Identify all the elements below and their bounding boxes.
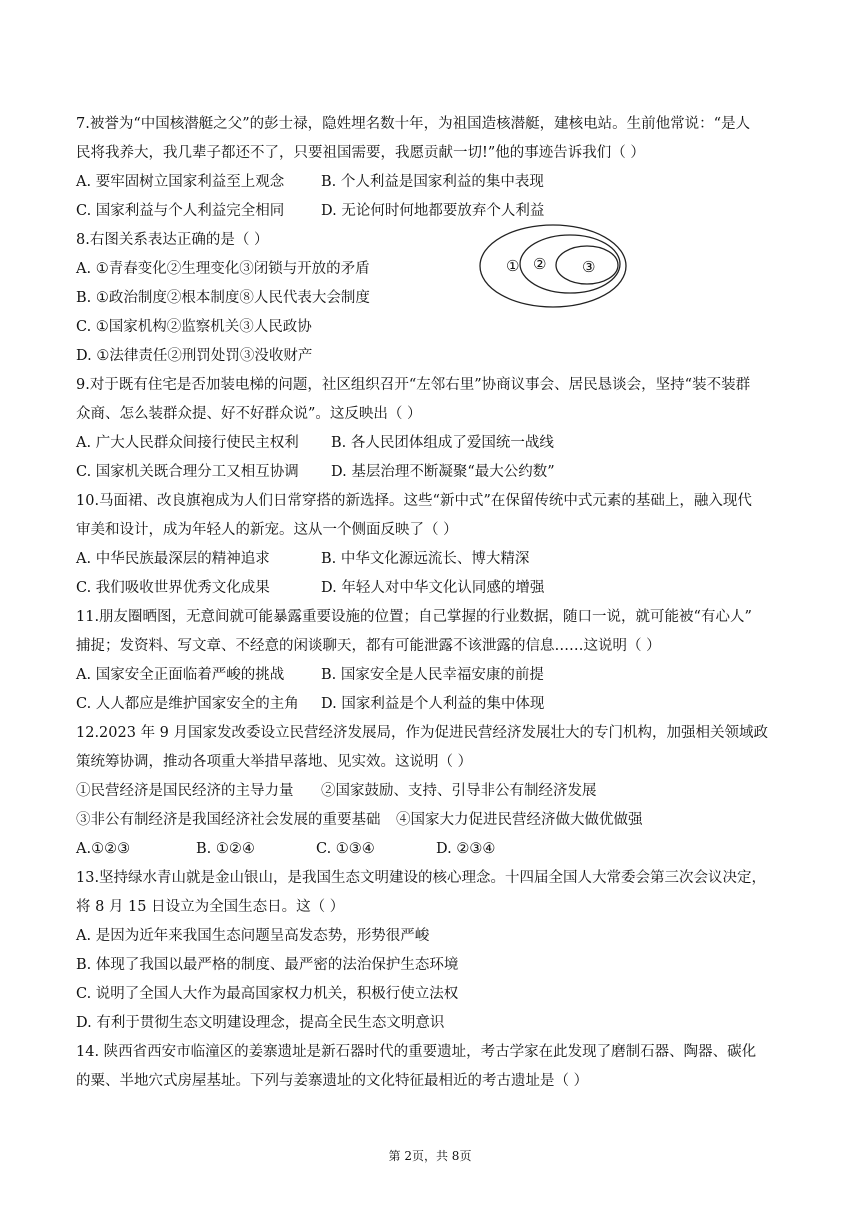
q8-option-c: C. ①国家机构②监察机关③人民政协 (76, 319, 312, 335)
q8-nested-ellipse-diagram (478, 223, 628, 309)
q8-option-d: D. ①法律责任②刑罚处罚③没收财产 (76, 348, 313, 364)
q11-option-c: C. 人人都应是维护国家安全的主角 (76, 696, 299, 712)
q12-items-row2 (76, 806, 782, 835)
q9-option-b: B. 各人民团体组成了爱国统一战线 (331, 435, 554, 451)
q12-option-b: B. ①②④ (196, 841, 255, 857)
q12-item-4: ④国家大力促进民营经济做大做优做强 (396, 812, 643, 828)
q7-option-c: C. 国家利益与个人利益完全相同 (76, 203, 285, 219)
q9-options-row2 (76, 458, 782, 487)
outer-ellipse (480, 225, 626, 307)
q10-option-d: D. 年轻人对中华文化认同感的增强 (321, 580, 545, 596)
q7-options-row2 (76, 197, 782, 226)
q7-option-a: A. 要牢固树立国家利益至上观念 (76, 174, 285, 190)
q10-options-row1 (76, 545, 782, 574)
q11-option-d: D. 国家利益是个人利益的集中体现 (321, 696, 545, 712)
q9-options-row1 (76, 429, 782, 458)
q9-stem-line2: 众商、怎么装群众提、好不好群众说”。这反映出（ ） (76, 406, 422, 422)
q13-option-a: A. 是因为近年来我国生态问题呈高发态势，形势很严峻 (76, 928, 430, 944)
q11-option-a: A. 国家安全正面临着严峻的挑战 (76, 667, 285, 683)
q9-option-a: A. 广大人民群众间接行使民主权利 (76, 435, 299, 451)
q10-option-b: B. 中华文化源远流长、博大精深 (321, 551, 530, 567)
venn-label-1: ① (506, 257, 520, 275)
q14-stem-line1: 14. 陕西省西安市临潼区的姜寨遗址是新石器时代的重要遗址，考古学家在此发现了磨制石器、陶器、碳化 (76, 1044, 757, 1060)
q11-stem-line2: 捕捉；发资料、写文章、不经意的闲谈聊天，都有可能泄露不该泄露的信息……这说明（ ） (76, 638, 661, 654)
q13-option-b: B. 体现了我国以最严格的制度、最严密的法治保护生态环境 (76, 957, 459, 973)
q13-stem-line1: 13.坚持绿水青山就是金山银山，是我国生态文明建设的核心理念。十四届全国人大常委会第三次会议决定， (76, 870, 767, 886)
venn-label-3: ③ (582, 258, 596, 276)
q12-item-1: ①民营经济是国民经济的主导力量 (76, 783, 294, 799)
venn-label-2: ② (533, 255, 547, 273)
q8-option-a: A. ①青春变化②生理变化③闭锁与开放的矛盾 (76, 261, 370, 277)
q12-options-row (76, 835, 782, 864)
q7-option-b: B. 个人利益是国家利益的集中表现 (321, 174, 544, 190)
q9-option-d: D. 基层治理不断凝聚“最大公约数” (331, 464, 555, 480)
q12-item-2: ②国家鼓励、支持、引导非公有制经济发展 (321, 783, 597, 799)
q8-option-b: B. ①政治制度②根本制度⑧人民代表大会制度 (76, 290, 370, 306)
q9-stem-line1: 9.对于既有住宅是否加装电梯的问题，社区组织召开“左邻右里”协商议事会、居民恳谈会，坚持“装不装群 (76, 377, 751, 393)
q11-options-row1 (76, 661, 782, 690)
q11-options-row2 (76, 690, 782, 719)
q12-stem-line1: 12.2023 年 9 月国家发改委设立民营经济发展局，作为促进民营经济发展壮大的专门机构，加强相关领域政 (76, 725, 769, 741)
q12-option-c: C. ①③④ (316, 841, 375, 857)
q10-stem-line1: 10.马面裙、改良旗袍成为人们日常穿搭的新选择。这些“新中式”在保留传统中式元素的基础上，融入现代 (76, 493, 752, 509)
q8-stem: 8.右图关系表达正确的是（ ） (76, 232, 269, 248)
q12-option-d: D. ②③④ (436, 841, 496, 857)
q12-item-3: ③非公有制经济是我国经济社会发展的重要基础 (76, 812, 381, 828)
q12-stem-line2: 策统筹协调，推动各项重大举措早落地、见实效。这说明（ ） (76, 754, 473, 770)
q13-option-d: D. 有利于贯彻生态文明建设理念，提高全民生态文明意识 (76, 1015, 445, 1031)
q9-option-c: C. 国家机关既合理分工又相互协调 (76, 464, 299, 480)
q10-option-c: C. 我们吸收世界优秀文化成果 (76, 580, 270, 596)
q10-options-row2 (76, 574, 782, 603)
q12-option-a: A.①②③ (76, 841, 131, 857)
q14-stem-line2: 的粟、半地穴式房屋基址。下列与姜寨遗址的文化特征最相近的考古遗址是（ ） (76, 1073, 589, 1089)
q12-items-row1 (76, 777, 782, 806)
q7-option-d: D. 无论何时何地都要放弃个人利益 (321, 203, 545, 219)
q10-option-a: A. 中华民族最深层的精神追求 (76, 551, 270, 567)
question-list (76, 110, 782, 1096)
q11-option-b: B. 国家安全是人民幸福安康的前提 (321, 667, 544, 683)
q11-stem-line1: 11.朋友圈晒图，无意间就可能暴露重要设施的位置；自己掌握的行业数据，随口一说，就可能被“有心人” (76, 609, 752, 625)
q10-stem-line2: 审美和设计，成为年轻人的新宠。这从一个侧面反映了（ ） (76, 522, 458, 538)
q13-stem-line2: 将 8 月 15 日设立为全国生态日。这（ ） (76, 899, 345, 915)
q7-options-row1 (76, 168, 782, 197)
q7-stem-line2: 民将我养大，我几辈子都还不了，只要祖国需要，我愿贡献一切!”他的事迹告诉我们（ ） (76, 145, 645, 161)
q7-stem-line1: 7.被誉为“中国核潜艇之父”的彭士禄，隐姓埋名数十年，为祖国造核潜艇，建核电站。生前他常说：“是人 (76, 116, 751, 132)
page-footer: 第 2页，共 8页 (388, 1149, 472, 1163)
q13-option-c: C. 说明了全国人大作为最高国家权力机关，积极行使立法权 (76, 986, 459, 1002)
